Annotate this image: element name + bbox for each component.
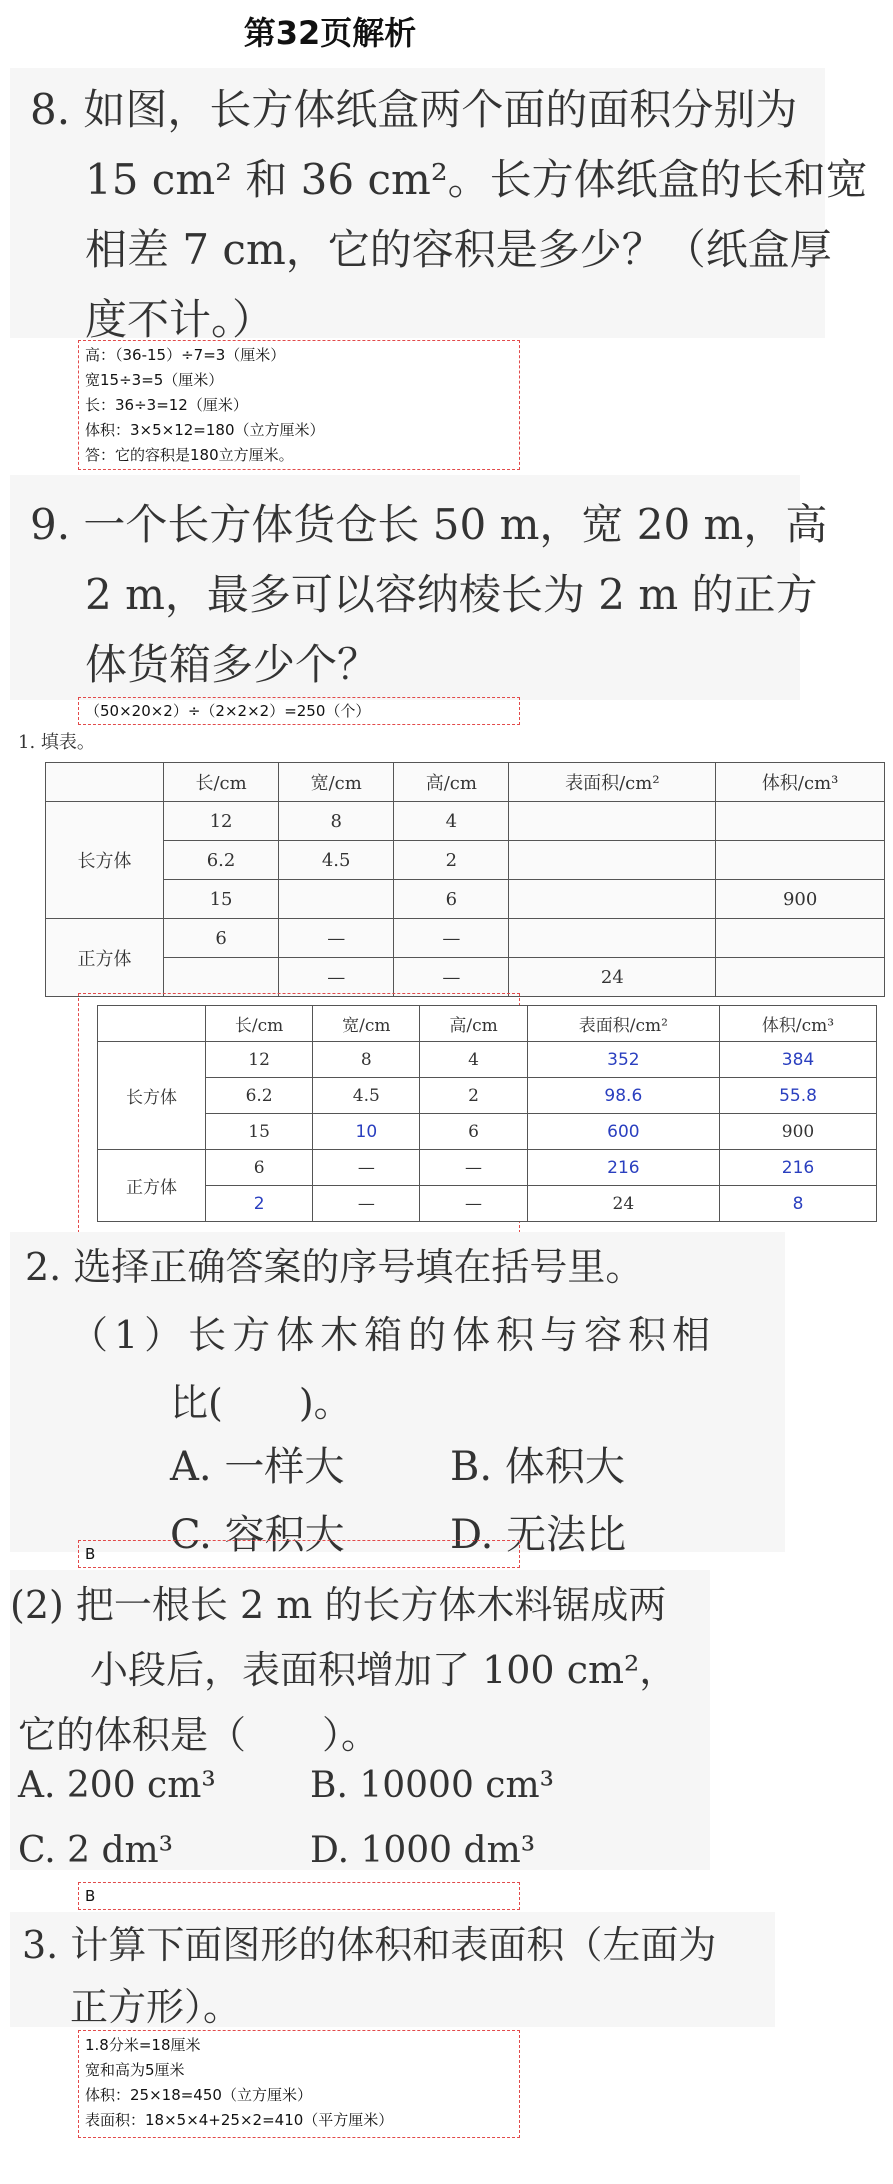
- table-cell: 24: [527, 1186, 719, 1222]
- table-header-cell: 宽/cm: [313, 1006, 420, 1042]
- question-2-part2-line2: 小段后，表面积增加了 100 cm²，: [90, 1648, 678, 1692]
- table-cell: [509, 919, 716, 958]
- question-2-part1-line2: 比( )。: [170, 1381, 352, 1425]
- table-cell: [716, 958, 885, 997]
- table-cell: —: [394, 919, 509, 958]
- row-group-label: 正方体: [46, 919, 164, 997]
- table-cell: 6: [164, 919, 279, 958]
- table-cell: 4.5: [279, 841, 394, 880]
- question-8-line: 度不计。）: [85, 295, 275, 344]
- table-cell: 900: [720, 1114, 877, 1150]
- table-cell: 4: [420, 1042, 527, 1078]
- table-cell: 2: [420, 1078, 527, 1114]
- table-cell: 2: [394, 841, 509, 880]
- answer-cell: 10: [313, 1114, 420, 1150]
- table-header-cell: 体积/cm³: [716, 763, 885, 802]
- question-8-line: 15 cm² 和 36 cm²。长方体纸盒的长和宽: [85, 155, 868, 204]
- answer-box-q2-1: [78, 1540, 520, 1568]
- table-cell: —: [279, 958, 394, 997]
- question-2-part2-line1: (2) 把一根长 2 m 的长方体木料锯成两: [10, 1583, 667, 1627]
- table-cell: —: [313, 1186, 420, 1222]
- table-header-cell: 高/cm: [394, 763, 509, 802]
- table-cell: 6.2: [164, 841, 279, 880]
- table-cell: —: [313, 1150, 420, 1186]
- question-9-line: 2 m，最多可以容纳棱长为 2 m 的正方: [85, 570, 818, 619]
- table-cell: —: [420, 1186, 527, 1222]
- table-header-cell: 长/cm: [206, 1006, 313, 1042]
- answer-box-q3: [78, 2030, 520, 2138]
- answer-line: 体积：25×18=450（立方厘米）: [85, 2086, 312, 2104]
- table-cell: —: [394, 958, 509, 997]
- table-header-cell: 表面积/cm²: [527, 1006, 719, 1042]
- answer-box-q2-2: [78, 1882, 520, 1910]
- page-title: 第32页解析: [243, 14, 417, 52]
- row-group-label: 正方体: [98, 1150, 206, 1222]
- question-3-line: 正方形）。: [70, 1985, 242, 2029]
- option-c: C. 容积大: [170, 1512, 345, 1558]
- table-cell: —: [279, 919, 394, 958]
- option-d: D. 无法比: [450, 1512, 627, 1558]
- option-b: B. 体积大: [450, 1444, 625, 1490]
- question-9-line: 体货箱多少个？: [85, 640, 380, 689]
- row-group-label: 长方体: [46, 802, 164, 919]
- table-cell: [716, 841, 885, 880]
- table-header-cell: 体积/cm³: [720, 1006, 877, 1042]
- answer-cell: 216: [720, 1150, 877, 1186]
- answer-line: B: [85, 1545, 96, 1563]
- table-header-cell: 宽/cm: [279, 763, 394, 802]
- answer-cell: 384: [720, 1042, 877, 1078]
- answer-line: 宽15÷3=5（厘米）: [85, 371, 224, 389]
- table-header-cell: 高/cm: [420, 1006, 527, 1042]
- answer-cell: 216: [527, 1150, 719, 1186]
- answer-line: 答：它的容积是180立方厘米。: [85, 446, 294, 464]
- table-cell: 6: [394, 880, 509, 919]
- table-cell: 6: [420, 1114, 527, 1150]
- table-cell: 8: [313, 1042, 420, 1078]
- question-2-heading: 2. 选择正确答案的序号填在括号里。: [25, 1245, 644, 1289]
- table-cell: 15: [164, 880, 279, 919]
- table-cell: 6: [206, 1150, 313, 1186]
- table-cell: 4.5: [313, 1078, 420, 1114]
- answer-line: 表面积：18×5×4+25×2=410（平方厘米）: [85, 2111, 394, 2129]
- question-9-text: [30, 490, 827, 700]
- table-cell: 900: [716, 880, 885, 919]
- fill-table: [45, 762, 885, 997]
- table-header-cell: 表面积/cm²: [509, 763, 716, 802]
- option-a: A. 一样大: [170, 1444, 345, 1490]
- question-8-line: 相差 7 cm，它的容积是多少？（纸盒厚: [85, 225, 832, 274]
- option-a: A. 200 cm³: [18, 1765, 216, 1806]
- question-3-line: 3. 计算下面图形的体积和表面积（左面为: [22, 1923, 717, 1967]
- table-header-cell: 长/cm: [164, 763, 279, 802]
- answer-box-q9: [78, 697, 520, 725]
- table-header-cell: [98, 1006, 206, 1042]
- question-2-part2-line3: 它的体积是（ ）。: [18, 1713, 380, 1757]
- question-9-line: 9. 一个长方体货仓长 50 m，宽 20 m，高: [30, 500, 828, 549]
- answer-table: [97, 1005, 877, 1222]
- table-cell: [164, 958, 279, 997]
- answer-line: 1.8分米=18厘米: [85, 2036, 201, 2054]
- question-8-line: 8. 如图，长方体纸盒两个面的面积分别为: [30, 85, 798, 134]
- answer-cell: 2: [206, 1186, 313, 1222]
- answer-cell: 98.6: [527, 1078, 719, 1114]
- answer-cell: 55.8: [720, 1078, 877, 1114]
- option-d: D. 1000 dm³: [310, 1830, 536, 1871]
- table-cell: [716, 802, 885, 841]
- table-cell: 24: [509, 958, 716, 997]
- answer-cell: 352: [527, 1042, 719, 1078]
- table-cell: 6.2: [206, 1078, 313, 1114]
- table-cell: 12: [164, 802, 279, 841]
- table-header-cell: [46, 763, 164, 802]
- option-c: C. 2 dm³: [18, 1830, 174, 1871]
- table-cell: 8: [279, 802, 394, 841]
- answer-line: 高：（36-15）÷7=3（厘米）: [85, 346, 286, 364]
- fill-table-heading: 1. 填表。: [18, 732, 95, 753]
- table-cell: [509, 841, 716, 880]
- answer-line: 宽和高为5厘米: [85, 2061, 185, 2079]
- answer-line: （50×20×2）÷（2×2×2）=250（个）: [85, 702, 371, 720]
- question-2-part1-line1: （1）长方体木箱的体积与容积相: [70, 1313, 717, 1357]
- table-cell: [509, 802, 716, 841]
- row-group-label: 长方体: [98, 1042, 206, 1150]
- answer-cell: 600: [527, 1114, 719, 1150]
- answer-line: B: [85, 1887, 96, 1905]
- option-b: B. 10000 cm³: [310, 1765, 555, 1806]
- answer-line: 长：36÷3=12（厘米）: [85, 396, 248, 414]
- table-cell: [279, 880, 394, 919]
- table-cell: 12: [206, 1042, 313, 1078]
- answer-line: 体积：3×5×12=180（立方厘米）: [85, 421, 325, 439]
- answer-box-q8: [78, 340, 520, 470]
- table-cell: [716, 919, 885, 958]
- question-8-text: [30, 75, 868, 355]
- table-cell: [509, 880, 716, 919]
- table-cell: —: [420, 1150, 527, 1186]
- answer-cell: 8: [720, 1186, 877, 1222]
- table-cell: 4: [394, 802, 509, 841]
- table-cell: 15: [206, 1114, 313, 1150]
